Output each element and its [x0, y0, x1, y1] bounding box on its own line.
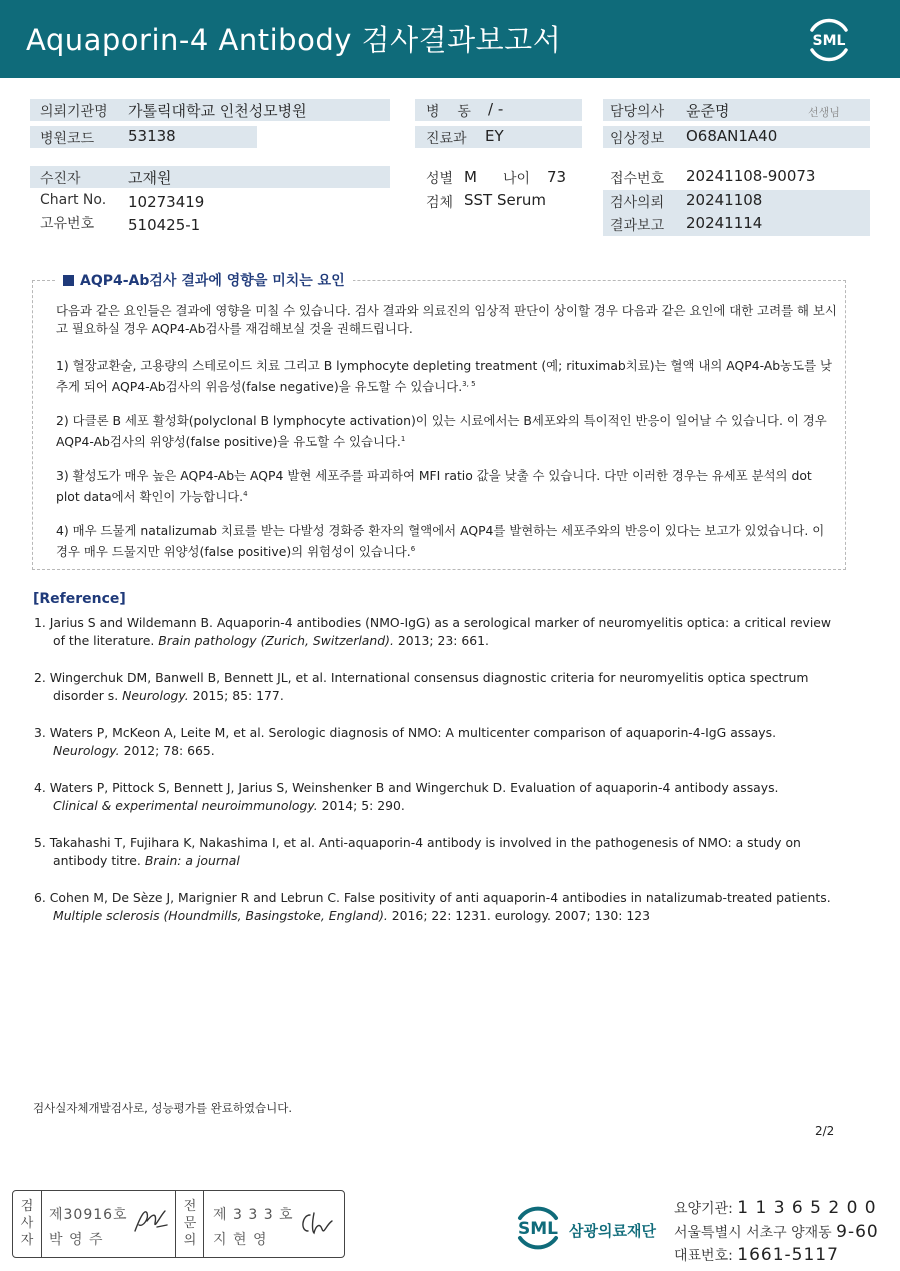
hospital-code-label: 병원코드 [40, 131, 95, 147]
inspector-label-text: 검사자 [20, 1199, 34, 1248]
reported-label: 결과보고 [610, 218, 665, 234]
factor-item-4: 4) 매우 드물게 natalizumab 치료를 받는 다발성 경화증 환자의 혈액에서 AQP4를 발현하는 세포주와의 반응이 있다는 보고가 있었습니다. 이 경우 매우 드물지만 위양성(false positive)의 위험성이 있습니다.$^6$ [56, 523, 825, 560]
address: 서울특별시 서초구 양재동 9-60 [674, 1222, 879, 1242]
square-bullet-icon [63, 275, 74, 286]
inspector-number: 제30916호 [49, 1207, 128, 1223]
footer-sml-logo [508, 1198, 568, 1256]
reported-value: 20241114 [686, 214, 763, 232]
reference-title: [Reference] [33, 591, 126, 607]
inspector-label [17, 1198, 37, 1249]
institution-label: 의뢰기관명 [40, 104, 108, 120]
chart-label: Chart No. [40, 192, 107, 208]
dept-label: 진료과 [426, 131, 467, 147]
report-title: Aquaporin-4 Antibody 검사결과보고서 [26, 23, 562, 57]
hospital-code-value: 53138 [128, 127, 176, 145]
doctor-value: 윤준명 [686, 102, 730, 120]
clinical-value: O68AN1A40 [686, 127, 778, 145]
report-header [0, 0, 900, 78]
factors-intro: 다음과 같은 요인들은 결과에 영향을 미칠 수 있습니다. 검사 결과와 의료진의 임상적 판단이 상이할 경우 다음과 같은 요인에 대한 고려를 해 보시고 필요하실 경우 AQP4-Ab검사를 재검해보실 것을 권해드립니다. [56, 303, 837, 336]
foundation-name: 삼광의료재단 [569, 1222, 656, 1240]
age-label: 나이 [503, 171, 531, 187]
specimen-value: SST Serum [464, 191, 547, 209]
validation-note: 검사실자체개발검사로, 성능평가를 완료하였습니다. [33, 1101, 293, 1115]
reference-item-6: 6. Cohen M, De Sèze J, Marignier R and Lebrun C. False positivity of anti aquaporin-4 antibodies in natalizumab-treated patients. Multiple sclerosis (Houndmills, Basingstoke, England). 2016; 22: 1231. eurology. 2007; 130: 123 [34, 890, 831, 923]
factor-item-1: 1) 혈장교환술, 고용량의 스테로이드 치료 그리고 B lymphocyte depleting treatment (예; rituximab치료)는 혈액 내의 AQP4-Ab농도를 낮추게 되어 AQP4-Ab검사의 위음성(false negative)을 유도할 수 있습니다.$^{3, 5}$ [56, 358, 832, 395]
patient-value: 고재원 [128, 169, 172, 187]
sml-logo [804, 14, 854, 64]
sex-value: M [464, 168, 477, 186]
signature-divider [203, 1191, 204, 1257]
patient-label: 수진자 [40, 171, 81, 187]
specialist-label-text: 전문의 [183, 1199, 197, 1248]
factor-item-3: 3) 활성도가 매우 높은 AQP4-Ab는 AQP4 발현 세포주를 파괴하여 MFI ratio 값을 낮출 수 있습니다. 다만 이러한 경우는 유세포 분석의 dot plot data에서 확인이 가능합니다.$^4$ [56, 468, 812, 505]
signature-divider [41, 1191, 42, 1257]
footer-logo-text: SML [518, 1219, 558, 1239]
clinical-label: 임상정보 [610, 131, 665, 147]
phone-number: 대표번호: 1661-5117 [674, 1245, 839, 1265]
inspector-name: 박 영 주 [49, 1232, 104, 1248]
signature-divider [175, 1191, 176, 1257]
age-value: 73 [547, 168, 567, 186]
reference-item-2: 2. Wingerchuk DM, Banwell B, Bennett JL, et al. International consensus diagnostic criteria for neuromyelitis optica spectrum disorder s. Neurology. 2015; 85: 177. [34, 670, 809, 703]
patient-row-bg [30, 166, 390, 188]
care-institution-number: 요양기관: 1 1 3 6 5 2 0 0 [674, 1198, 877, 1218]
sml-logo-text: SML [812, 33, 846, 49]
reference-item-5: 5. Takahashi T, Fujihara K, Nakashima I, et al. Anti-aquaporin-4 antibody is involved in the pathogenesis of NMO: a study on antibody titre. Brain: a journal [34, 835, 801, 868]
doctor-label: 담당의사 [610, 104, 665, 120]
unique-label: 고유번호 [40, 216, 95, 232]
signature-box [12, 1190, 345, 1258]
inspector-signature [131, 1205, 171, 1237]
specialist-label [180, 1198, 200, 1249]
dept-value: EY [485, 127, 504, 145]
specialist-name: 지 현 영 [213, 1232, 268, 1248]
reference-item-1: 1. Jarius S and Wildemann B. Aquaporin-4 antibodies (NMO-IgG) as a serological marker of neuromyelitis optica: a critical review of the literature. Brain pathology (Zurich, Switzerland). 2013; 23: 661. [34, 615, 832, 648]
reference-item-3: 3. Waters P, McKeon A, Leite M, et al. Serologic diagnosis of NMO: A multicenter comparison of aquaporin-4-IgG assays. Neurology. 2012; 78: 665. [34, 725, 777, 758]
sex-label: 성별 [426, 171, 454, 187]
factor-item-2: 2) 다클론 B 세포 활성화(polyclonal B lymphocyte activation)이 있는 시료에서는 B세포와의 특이적인 반응이 일어날 수 있습니다. 이 경우 AQP4-Ab검사의 위양성(false positive)을 유도할 수 있습니다.$^1$ [56, 413, 827, 450]
reference-item-4: 4. Waters P, Pittock S, Bennett J, Jarius S, Weinshenker B and Wingerchuk D. Evaluation of aquaporin-4 antibody assays. Clinical & experimental neuroimmunology. 2014; 5: 290. [34, 780, 779, 813]
specialist-signature [296, 1209, 336, 1239]
ward-value: / - [488, 100, 504, 118]
accession-label: 접수번호 [610, 171, 665, 187]
ward-label: 병 동 [426, 104, 471, 120]
specimen-label: 검체 [426, 195, 454, 211]
unique-value: 510425-1 [128, 216, 201, 234]
doctor-suffix: 선생님 [808, 106, 840, 119]
accession-value: 20241108-90073 [686, 167, 816, 185]
chart-value: 10273419 [128, 193, 205, 211]
requested-value: 20241108 [686, 191, 763, 209]
institution-value: 가톨릭대학교 인천성모병원 [128, 102, 307, 120]
factors-title: AQP4-Ab검사 결과에 영향을 미치는 요인 [55, 270, 353, 290]
page-number: 2/2 [815, 1124, 835, 1138]
requested-label: 검사의뢰 [610, 195, 665, 211]
specialist-number: 제 3 3 3 호 [213, 1207, 294, 1223]
